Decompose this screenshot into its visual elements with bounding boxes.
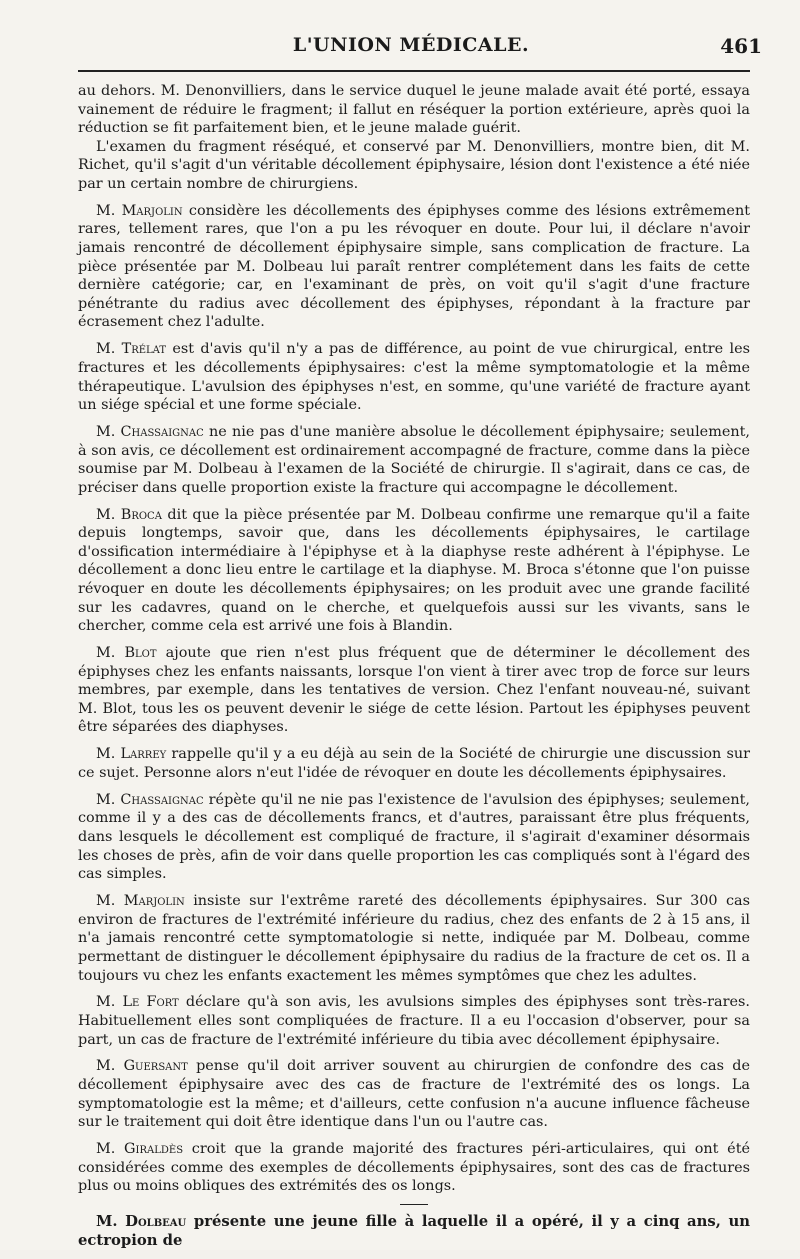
header-rule bbox=[78, 70, 750, 72]
paragraph bbox=[78, 1057, 750, 1131]
paragraph-text: ajoute que rien n'est plus fréquent que de déterminer le décollement des épiphyses chez les enfants naissants, lorsque l'on vient à tirer avec trop de force sur leurs membres, par exemple, dans les tentatives de version. Chez l'enfant nouveau-né, suivant M. Blot, tous les os peuvent devenir le siége de cette lésion. Partout les épiphyses peuvent être séparées des diaphyses. bbox=[78, 645, 750, 736]
speaker-name: M. Guersant bbox=[96, 1058, 188, 1075]
paragraph-text: croit que la grande majorité des fractures péri-articulaires, qui ont été considérées comme des exemples de décollements épiphysaires, sont des cas de fractures plus ou moins obliques des extrémités des os longs. bbox=[78, 1141, 750, 1195]
speaker-name: M. Dolbeau bbox=[96, 1213, 187, 1231]
paragraph bbox=[78, 202, 750, 332]
paragraph-text: insiste sur l'extrême rareté des décollements épiphysaires. Sur 300 cas environ de fractures de l'extrémité inférieure du radius, chez des enfants de 2 à 15 ans, il n'a jamais rencontré cette symptomatologie si nette, indiquée par M. Dolbeau, comme permettant de distinguer le décollement épiphysaire du radius de la fracture de cet os. Il a toujours vu chez les enfants exactement les mêmes symptômes que chez les adultes. bbox=[78, 893, 750, 984]
speaker-name: M. Marjolin bbox=[96, 893, 185, 910]
speaker-name: M. Larrey bbox=[96, 746, 167, 763]
paragraph bbox=[78, 644, 750, 737]
page-header bbox=[60, 34, 762, 64]
paragraph bbox=[78, 993, 750, 1049]
page-number: 461 bbox=[720, 34, 762, 58]
paragraph bbox=[78, 340, 750, 414]
paragraph-text: pense qu'il doit arriver souvent au chirurgien de confondre des cas de décollement épiphysaire avec des cas de fracture de l'extrémité des os longs. La symptomatologie est la même; et d'ailleurs, cette confusion n'a aucune influence fâcheuse sur le traitement qui doit être identique dans l'un ou l'autre cas. bbox=[78, 1058, 750, 1131]
article-body bbox=[78, 82, 750, 1259]
speaker-name: M. Giraldès bbox=[96, 1141, 184, 1158]
paragraph-text: ne nie pas d'une manière absolue le décollement épiphysaire; seulement, à son avis, ce décollement est ordinairement accompagné de fracture, comme dans la pièce soumise par M. Dolbeau à l'examen de la Société de chirurgie. Il s'agirait, dans ce cas, de préciser dans quelle proportion existe la fracture qui accompagne le décollement. bbox=[78, 423, 750, 496]
paragraph-text: est d'avis qu'il n'y a pas de différence, au point de vue chirurgical, entre les fractures et les décollements épiphysaires: c'est la même symptomatologie et la même thérapeutique. L'avulsion des épiphyses n'est, en somme, qu'une variété de fracture ayant un siége spécial et une forme spéciale. bbox=[78, 341, 751, 414]
section-separator bbox=[400, 1204, 428, 1205]
paragraph bbox=[78, 1213, 750, 1250]
speaker-name: M. Le Fort bbox=[96, 994, 179, 1011]
paragraph bbox=[78, 138, 750, 194]
paragraph-text: considère les décollements des épiphyses comme des lésions extrêmement rares, tellement rares, que l'on a pu les révoquer en doute. Pour lui, il déclare n'avoir jamais rencontré de décollement épiphysaire simple, sans complication de fracture. La pièce présentée par M. Dolbeau lui paraît rentrer complétement dans les faits de cette dernière catégorie; car, en l'examinant de près, on voit qu'il s'agit d'une fracture pénétrante du radius avec décollement des épiphyses, répondant à la fracture par écrasement chez l'adulte. bbox=[78, 202, 750, 331]
paragraph-text: L'examen du fragment réséqué, et conservé par M. Denonvilliers, montre bien, dit M. Richet, qu'il s'agit d'un véritable décollement épiphysaire, lésion dont l'existence a été niée par un certain nombre de chirurgiens. bbox=[78, 138, 750, 192]
paragraph-text: répète qu'il ne nie pas l'existence de l'avulsion des épiphyses; seulement, comme il y a des cas de décollements francs, et d'autres, paraissant être plus fréquents, dans lesquels le décollement est compliqué de fracture, il s'agirait d'examiner désormais les choses de près, afin de voir dans quelle proportion les cas compliqués sont à l'égard des cas simples. bbox=[78, 791, 750, 883]
speaker-name: M. Broca bbox=[96, 506, 162, 523]
running-title: L'UNION MÉDICALE. bbox=[292, 34, 530, 56]
paragraph-text: présente une jeune fille à laquelle il a opéré, il y a cinq ans, un ectropion de bbox=[78, 1213, 750, 1249]
paragraph bbox=[78, 892, 750, 985]
speaker-name: M. Chassaignac bbox=[96, 791, 204, 808]
speaker-name: M. Chassaignac bbox=[96, 423, 204, 440]
paragraph bbox=[78, 745, 750, 782]
paragraph bbox=[78, 423, 750, 497]
paragraph bbox=[78, 506, 750, 636]
paragraph bbox=[78, 791, 750, 884]
paragraph bbox=[78, 1140, 750, 1196]
speaker-name: M. Marjolin bbox=[96, 202, 183, 219]
paragraph-text: rappelle qu'il y a eu déjà au sein de la Société de chirurgie une discussion sur ce sujet. Personne alors n'eut l'idée de révoquer en doute les décollements épiphysaires. bbox=[78, 746, 751, 781]
paragraph-text: dit que la pièce présentée par M. Dolbeau confirme une remarque qu'il a faite depuis longtemps, savoir que, dans les décollements épiphysaires, le cartilage d'ossification intermédiaire à l'épiphyse et à la diaphyse reste adhérent à l'épiphyse. Le décollement a donc lieu entre le cartilage et la diaphyse. M. Broca s'étonne que l'on puisse révoquer en doute les décollements épiphysaires; on les produit avec une grande facilité sur les cadavres, quand on le cherche, et quelquefois aussi sur les vivants, sans le chercher, comme cela est arrivé une fois à Blandin. bbox=[78, 506, 750, 635]
paragraph bbox=[78, 82, 750, 138]
speaker-name: M. Blot bbox=[96, 645, 157, 662]
paragraph-text: déclare qu'à son avis, les avulsions simples des épiphyses sont très-rares. Habituellement elles sont compliquées de fracture. Il a eu l'occasion d'observer, pour sa part, un cas de fracture de l'extrémité inférieure du tibia avec décollement épiphysaire. bbox=[78, 994, 750, 1048]
paragraph-text: au dehors. M. Denonvilliers, dans le service duquel le jeune malade avait été porté, essaya vainement de réduire le fragment; il fallut en réséquer la portion extérieure, après quoi la réduction se fit parfaitement bien, et le jeune malade guérit. bbox=[78, 83, 750, 137]
speaker-name: M. Trélat bbox=[96, 341, 167, 358]
